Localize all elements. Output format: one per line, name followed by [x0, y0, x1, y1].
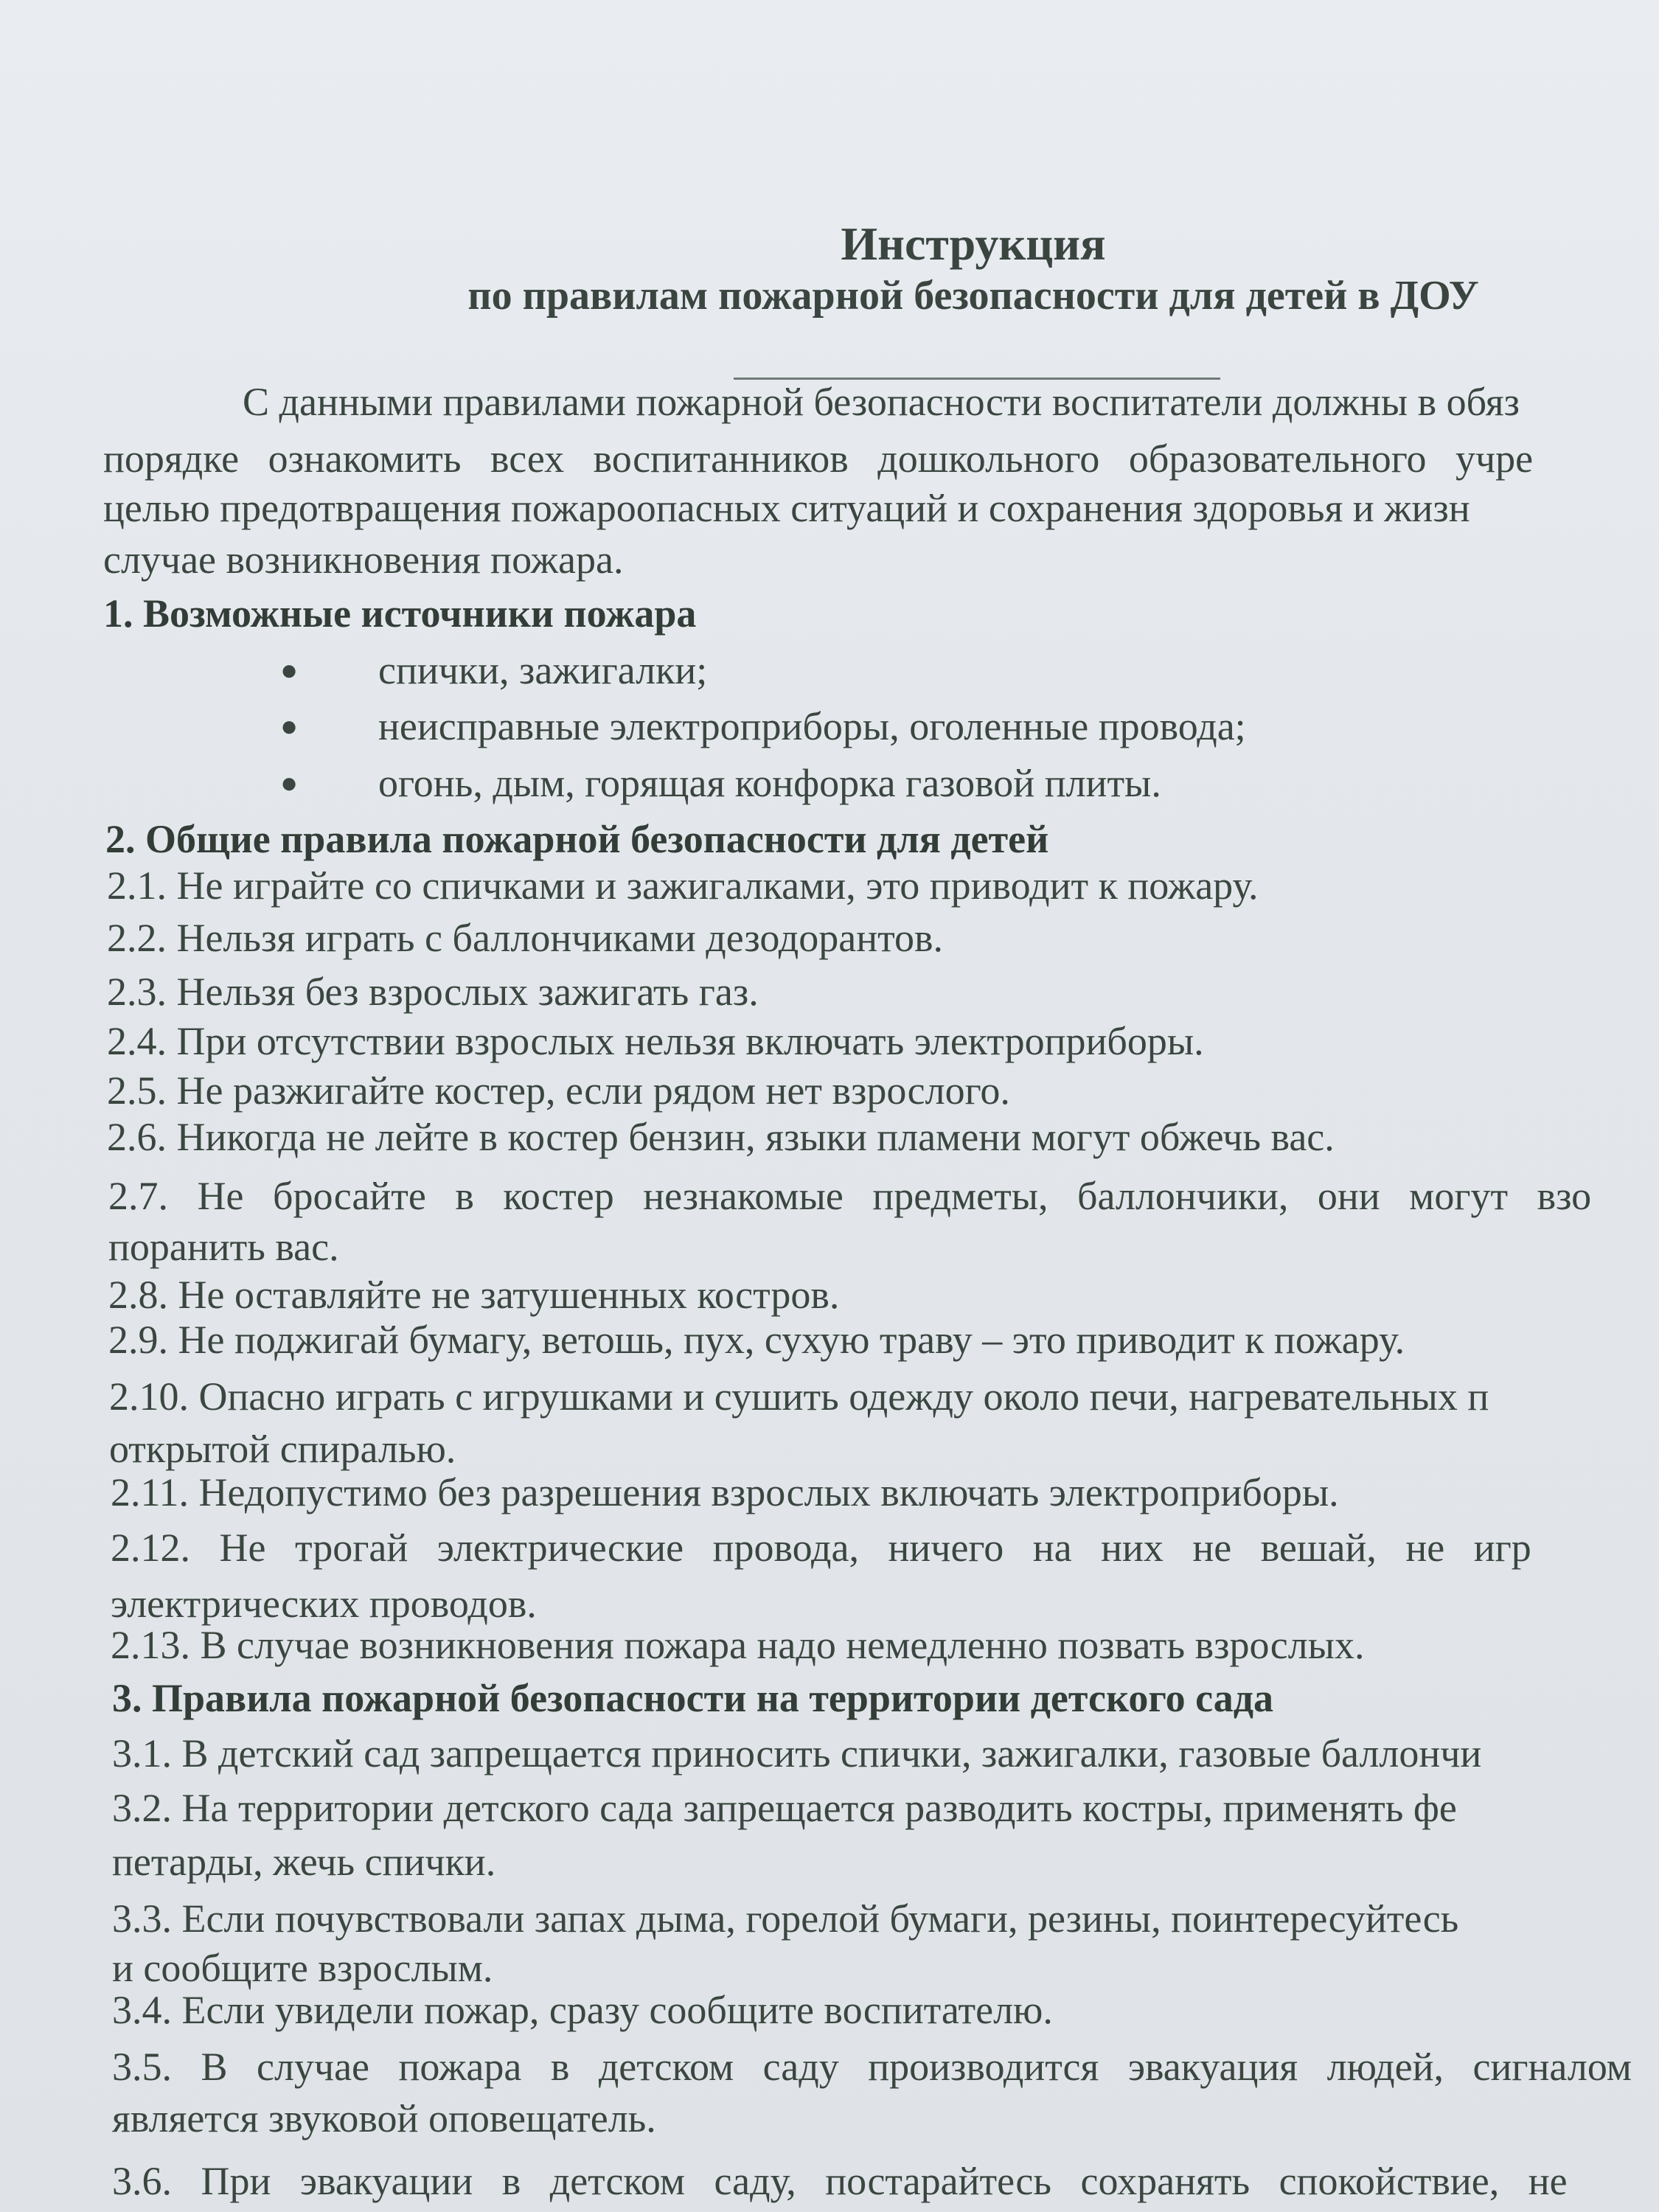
rule-line: 2.12. Не трогай электрические провода, ничего на них не вешай, не игр — [111, 1526, 1531, 1570]
rule-line: 2.8. Не оставляйте не затушенных костров. — [108, 1273, 840, 1317]
intro-line: С данными правилами пожарной безопасности воспитатели должны в обяз — [243, 380, 1520, 424]
document-title: Инструкция — [841, 218, 1106, 270]
rule-line: 3.4. Если увидели пожар, сразу сообщите воспитателю. — [112, 1988, 1053, 2032]
rule-line: петарды, жечь спички. — [112, 1840, 496, 1884]
rule-line: 3.6. При эвакуации в детском саду, постарайтесь сохранять спокойствие, не — [112, 2159, 1568, 2203]
rule-line: 2.3. Нельзя без взрослых зажигать газ. — [107, 970, 759, 1014]
rule-line: и сообщите взрослым. — [112, 1946, 493, 1990]
intro-line: целью предотвращения пожароопасных ситуаций и сохранения здоровья и жизн — [103, 486, 1470, 530]
rule-line: 3.2. На территории детского сада запрещается разводить костры, применять фе — [112, 1786, 1457, 1830]
rule-line: 3.1. В детский сад запрещается приносить спички, зажигалки, газовые баллончи — [112, 1731, 1482, 1775]
rule-line: 3.3. Если почувствовали запах дыма, горелой бумаги, резины, поинтересуйтесь — [112, 1896, 1459, 1941]
rule-line: 2.4. При отсутствии взрослых нельзя включать электроприборы. — [107, 1019, 1204, 1063]
intro-line: случае возникновения пожара. — [103, 538, 624, 582]
rule-line: 2.2. Нельзя играть с баллончиками дезодорантов. — [107, 916, 944, 960]
section-heading-2: 2. Общие правила пожарной безопасности для детей — [105, 817, 1049, 861]
section-heading-3: 3. Правила пожарной безопасности на территории детского сада — [112, 1676, 1274, 1720]
rule-line: 2.5. Не разжигайте костер, если рядом нет взрослого. — [107, 1068, 1010, 1113]
bullet-item: неисправные электроприборы, оголенные провода; — [378, 704, 1246, 748]
rule-line: 2.10. Опасно играть с игрушками и сушить одежду около печи, нагревательных п — [109, 1374, 1489, 1419]
bullet-item: спички, зажигалки; — [378, 648, 708, 692]
bullet-icon: ● — [280, 709, 299, 742]
intro-line: порядке ознакомить всех воспитанников дошкольного образовательного учре — [103, 437, 1534, 481]
rule-line: 2.6. Никогда не лейте в костер бензин, языки пламени могут обжечь вас. — [107, 1115, 1335, 1159]
rule-line: 3.5. В случае пожара в детском саду производится эвакуация людей, сигналом — [112, 2045, 1632, 2089]
rule-line: является звуковой оповещатель. — [112, 2096, 656, 2140]
bullet-item: огонь, дым, горящая конфорка газовой плиты. — [378, 761, 1161, 805]
rule-line: открытой спиралью. — [109, 1427, 456, 1471]
rule-line: 2.1. Не играйте со спичками и зажигалками, это приводит к пожару. — [107, 863, 1259, 908]
rule-line: 2.7. Не бросайте в костер незнакомые предметы, баллончики, они могут взо — [108, 1174, 1592, 1218]
rule-line: 2.11. Недопустимо без разрешения взрослых включать электроприборы. — [111, 1470, 1339, 1514]
bullet-icon: ● — [280, 766, 299, 799]
bullet-icon: ● — [280, 653, 299, 686]
section-heading-1: 1. Возможные источники пожара — [103, 591, 697, 636]
rule-line: 2.13. В случае возникновения пожара надо немедленно позвать взрослых. — [111, 1623, 1365, 1667]
rule-line: электрических проводов. — [111, 1582, 537, 1626]
document-subtitle: по правилам пожарной безопасности для детей в ДОУ — [467, 273, 1479, 319]
rule-line: поранить вас. — [108, 1225, 339, 1269]
rule-line: 2.9. Не поджигай бумагу, ветошь, пух, сухую траву – это приводит к пожару. — [108, 1318, 1405, 1362]
